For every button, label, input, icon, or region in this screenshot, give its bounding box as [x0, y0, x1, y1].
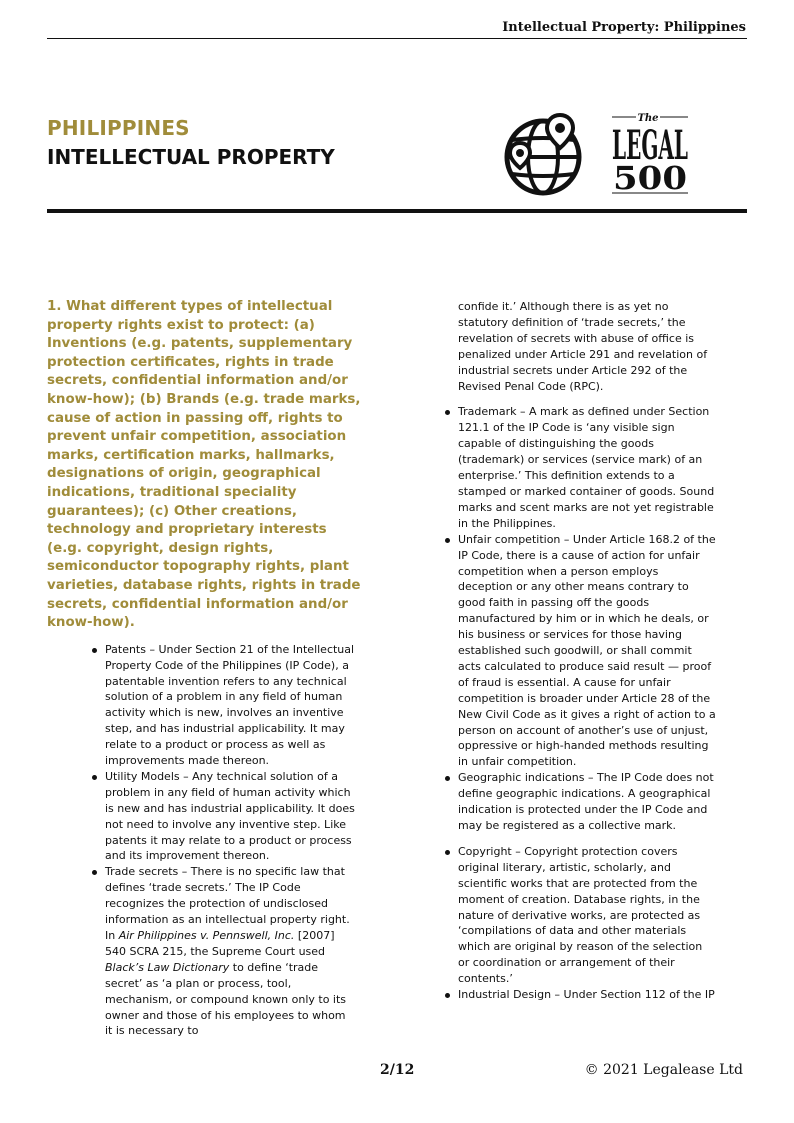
right-column [458, 299, 716, 1003]
bullet-icon [445, 410, 450, 415]
left-bullet-list [105, 642, 355, 1040]
list-item [458, 987, 716, 1003]
list-item [105, 769, 355, 864]
bullet-icon [92, 775, 97, 780]
logo-small-text: The [637, 113, 659, 124]
page-number: 2/12 [380, 1062, 415, 1078]
trade-secrets-text-2: [2007] 540 SCRA 215, the Supreme Court used [105, 929, 335, 958]
logo-line1: LEGAL [612, 122, 688, 169]
bullet-icon [445, 538, 450, 543]
right-bullet-list [458, 404, 716, 1003]
list-item-text: Trademark – A mark as defined under Section 121.1 of the IP Code is ‘any visible sign capable of distinguishing the goods (trademark) or services (service mark) of an enterprise.’ This definition extends to a stamped or marked container of goods. Sound marks and scent marks are not yet registrable in the Philippines. [458, 405, 715, 530]
list-item-text: Geographic indications – The IP Code does not define geographic indications. A geographical indication is protected under the IP Code and may be registered as a collective mark. [458, 771, 714, 832]
bullet-icon [92, 870, 97, 875]
trade-secrets-continuation: confide it.’ Although there is as yet no statutory definition of ‘trade secrets,’ the revelation of secrets with abuse of office is penalized under Article 291 and revelation of industrial secrets under Article 292 of the Revised Penal Code (RPC). [458, 300, 708, 393]
list-item-text: Industrial Design – Under Section 112 of the IP [458, 988, 715, 1002]
list-item-text: Unfair competition – Under Article 168.2 of the IP Code, there is a cause of action for unfair competition when a person employs deception or any other means contrary to good faith in passing off the goods manufactured by him or in which he deals, or his business or services for those having established such goodwill, or shall commit acts calculated to produce said result — proof of fraud is essential. A cause for unfair competition is broader under Article 28 of the New Civil Code as it gives a right of action to a person on account of another’s use of unjust, oppressive or high-handed methods resulting in unfair competition. [458, 532, 716, 769]
list-item [458, 770, 716, 834]
practice-area-title: INTELLECTUAL PROPERTY [47, 145, 335, 169]
list-item [105, 642, 355, 769]
trade-secrets-text-3: to define ‘trade secret’ as ‘a plan or process, tool, mechanism, or compound known only to its owner and those of his employees to whom it is necessary to [105, 960, 347, 1038]
book-name: Black’s Law Dictionary [105, 960, 230, 974]
trade-secrets-text-1: Trade secrets – There is no specific law that defines ‘trade secrets.’ The IP Code recognizes the protection of undisclosed information as an intellectual property right. In [105, 865, 350, 942]
bullet-icon [92, 648, 97, 653]
header-divider [47, 38, 747, 39]
case-name: Air Philippines v. Pennswell, Inc. [118, 929, 295, 942]
question-heading: 1. What different types of intellectual property rights exist to protect: (a) Inventions (e.g. patents, supplementary protection certificates, rights in trade secrets, confidential information and/or know-how); (b) Brands (e.g. trade marks, cause of action in passing off, rights to prevent unfair competition, association marks, certification marks, hallmarks, designations of origin, geographical indications, traditional speciality guarantees); (c) Other creations, technology and proprietary interests (e.g. copyright, design rights, semiconductor topography rights, plant varieties, database rights, rights in trade secrets, confidential information and/or know-how). [47, 299, 361, 631]
list-item-text: Patents – Under Section 21 of the Intellectual Property Code of the Philippines (IP Code), a patentable invention refers to any technical solution of a problem in any field of human activity which is new, involves an inventive step, and has industrial applicability. It may relate to a product or process as well as improvements made thereon. [105, 642, 355, 768]
list-item [458, 532, 716, 771]
bullet-icon [445, 776, 450, 781]
list-item-text: Utility Models – Any technical solution of a problem in any field of human activity which is new and has industrial applicability. It does not need to involve any inventive step. Like patents it may relate to a product or process and its improvement thereon. [105, 769, 355, 863]
logo-line2: 500 [613, 159, 687, 197]
globe-pin-icon [503, 112, 583, 196]
country-title: PHILIPPINES [47, 116, 190, 140]
copyright-notice: © 2021 Legalease Ltd [584, 1062, 743, 1078]
left-column [47, 298, 367, 1039]
list-item [105, 864, 355, 1039]
bullet-icon [445, 993, 450, 998]
list-item [458, 844, 716, 987]
legal500-logo [608, 112, 694, 196]
running-header: Intellectual Property: Philippines [502, 20, 746, 35]
list-item-text: Copyright – Copyright protection covers original literary, artistic, scholarly, and scientific works that are protected from the moment of creation. Database rights, in the nature of derivative works, are protected as ‘compilations of data and other materials which are original by reason of the selection or coordination or arrangement of their contents.’ [458, 844, 703, 986]
bullet-icon [445, 850, 450, 855]
masthead-divider [47, 209, 747, 213]
list-item [458, 404, 716, 531]
